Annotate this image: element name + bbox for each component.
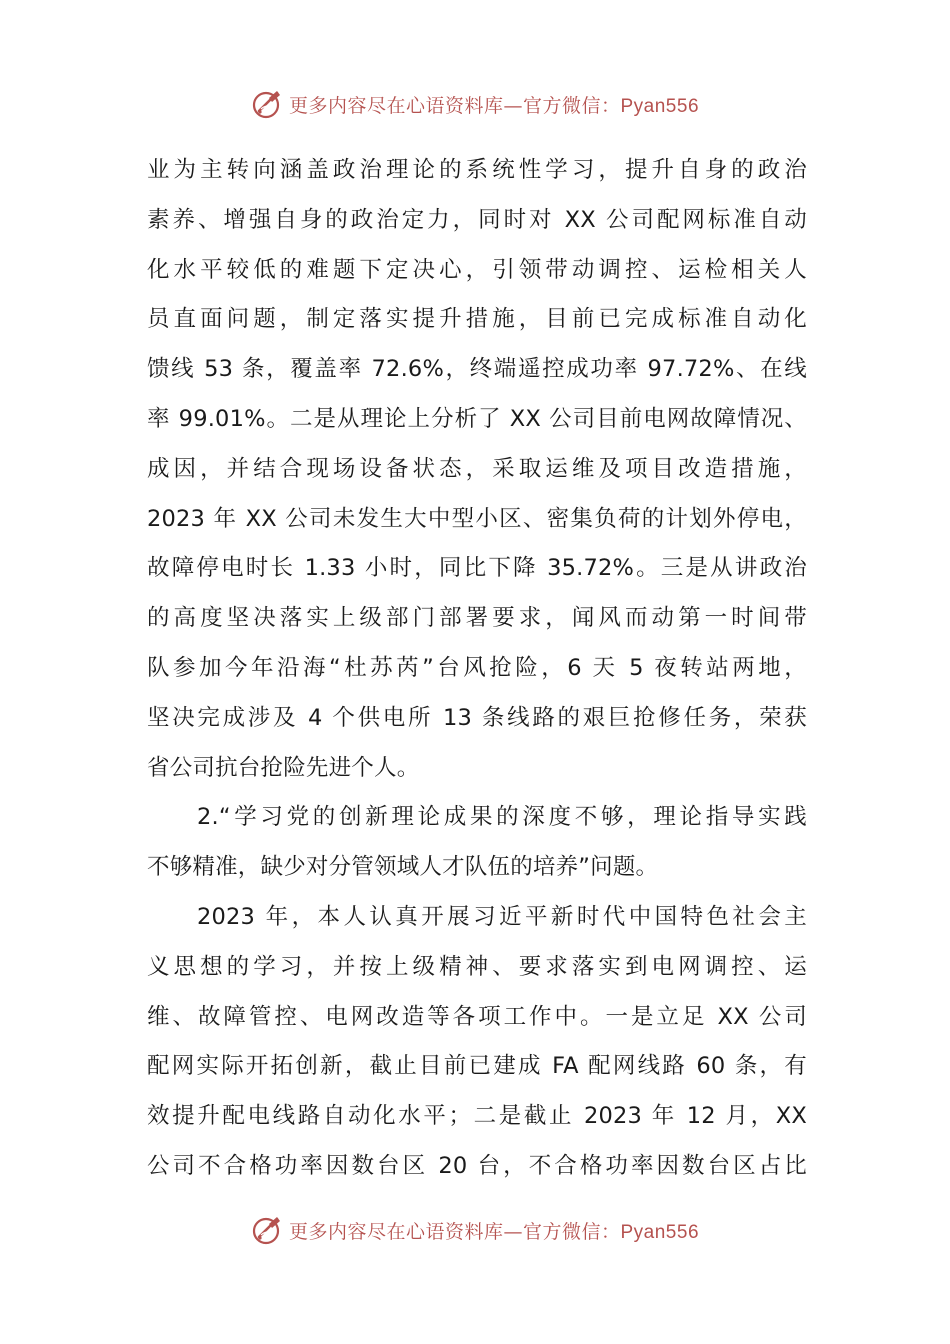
quill-logo-icon (251, 87, 285, 121)
text-line: 义思想的学习，并按上级精神、要求落实到电网调控、运 (147, 953, 807, 980)
text-line: 2023 年，本人认真开展习近平新时代中国特色社会主 (197, 903, 807, 930)
text-line: 省公司抗台抢险先进个人。 (147, 754, 420, 781)
watermark-label: 更多内容尽在心语资料库—官方微信： (288, 1220, 621, 1243)
footer-watermark (0, 1208, 950, 1252)
watermark-text (289, 1217, 699, 1244)
document-body (147, 146, 807, 1192)
wechat-id: Pyan556 (620, 95, 700, 117)
text-line: 故障停电时长 1.33 小时，同比下降 35.72%。三是从讲政治 (147, 555, 807, 582)
text-line: 配网实际开拓创新，截止目前已建成 FA 配网线路 60 条，有 (147, 1053, 807, 1080)
wechat-id: Pyan556 (620, 1221, 700, 1243)
text-line: 维、故障管控、电网改造等各项工作中。一是立足 XX 公司 (147, 1003, 807, 1030)
text-line: 率 99.01%。二是从理论上分析了 XX 公司目前电网故障情况、 (147, 405, 807, 432)
section-heading-line: 不够精准，缺少对分管领域人才队伍的培养”问题。 (147, 854, 659, 881)
text-line: 业为主转向涵盖政治理论的系统性学习，提升自身的政治 (147, 157, 807, 183)
watermark-text (289, 91, 699, 118)
text-line: 公司不合格功率因数台区 20 台，不合格功率因数台区占比 (147, 1152, 807, 1179)
section-heading-line: 2.“学习党的创新理论成果的深度不够，理论指导实践 (197, 804, 807, 831)
text-line: 素养、增强自身的政治定力，同时对 XX 公司配网标准自动 (147, 206, 807, 233)
text-line: 化水平较低的难题下定决心，引领带动调控、运检相关人 (147, 256, 807, 283)
text-line: 的高度坚决落实上级部门部署要求，闻风而动第一时间带 (147, 605, 807, 632)
quill-logo-icon (251, 1213, 285, 1247)
header-watermark (0, 82, 950, 126)
text-line: 2023 年 XX 公司未发生大中型小区、密集负荷的计划外停电， (147, 505, 807, 532)
text-line: 坚决完成涉及 4 个供电所 13 条线路的艰巨抢修任务，荣获 (147, 704, 807, 731)
text-line: 馈线 53 条，覆盖率 72.6%，终端遥控成功率 97.72%、在线 (147, 356, 807, 383)
watermark-label: 更多内容尽在心语资料库—官方微信： (288, 94, 621, 117)
text-line: 成因，并结合现场设备状态，采取运维及项目改造措施， (147, 455, 807, 482)
text-line: 员直面问题，制定落实提升措施，目前已完成标准自动化 (147, 306, 807, 333)
text-line: 队参加今年沿海“杜苏芮”台风抢险，6 天 5 夜转站两地， (147, 654, 807, 681)
text-line: 效提升配电线路自动化水平；二是截止 2023 年 12 月，XX (147, 1103, 807, 1130)
